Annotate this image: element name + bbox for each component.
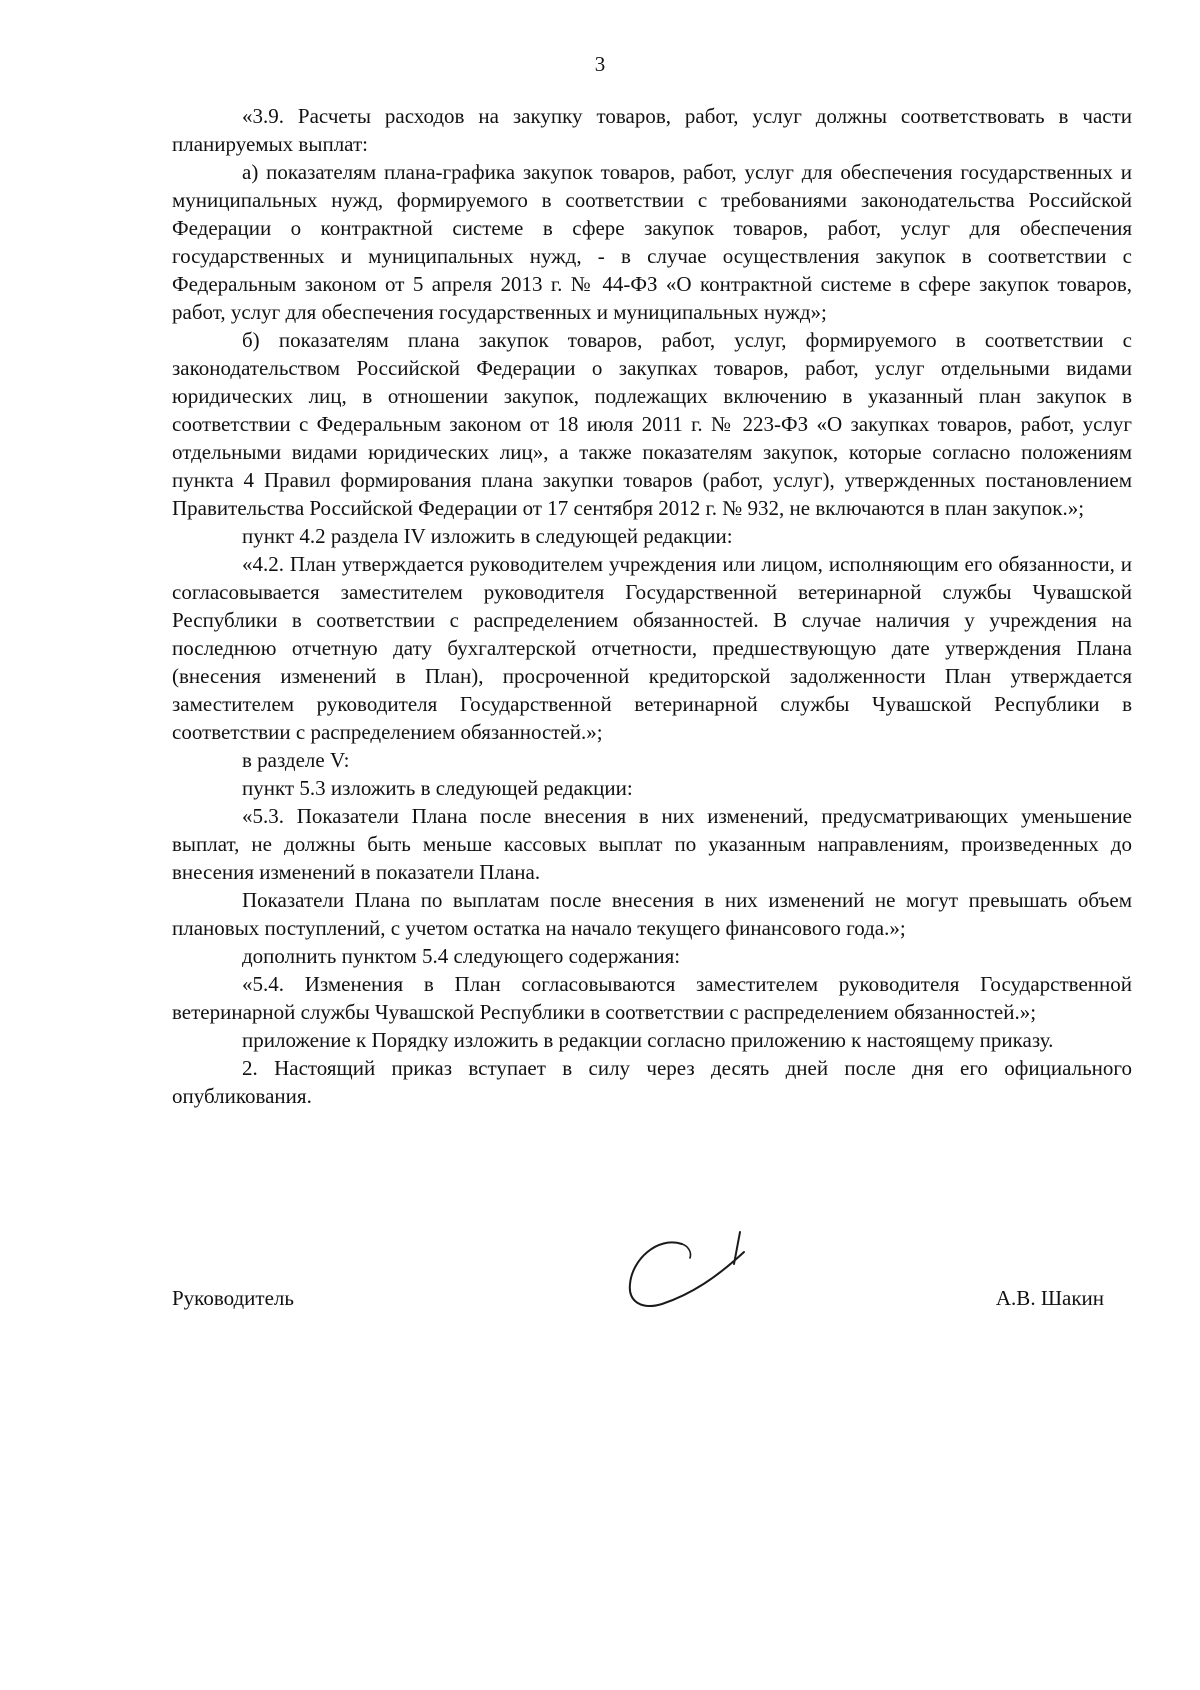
paragraph-4-2: «4.2. План утверждается руководителем учреждения или лицом, исполняющим его обязанности, и согласовывается заместителем руководителя Государственной ветеринарной службы Чувашской Республики в соответствии с распределением обязанностей. В случае наличия у учреждения на последнюю отчетную дату бухгалтерской отчетности, предшествующую дате утверждения Плана (внесения изменений в План), просроченной кредиторской задолженности План утверждается заместителем руководителя Государственной ветеринарной службы Чувашской Республики в соответствии с распределением обязанностей.»; [172, 552, 1132, 744]
signatory-name: А.В. Шакин [995, 1286, 1104, 1310]
paragraph-5-4-intro: дополнить пунктом 5.4 следующего содержания: [242, 944, 681, 968]
signature-icon [612, 1222, 762, 1332]
paragraph-effective-date: 2. Настоящий приказ вступает в силу через десять дней после дня его официального опубликования. [172, 1056, 1132, 1108]
handwritten-signature [612, 1222, 762, 1332]
paragraph-5-3-limits: Показатели Плана по выплатам после внесения в них изменений не могут превышать объем плановых поступлений, с учетом остатка на начало текущего финансового года.»; [172, 888, 1132, 940]
paragraph-section-v: в разделе V: [242, 748, 350, 772]
page-number: 3 [594, 52, 606, 76]
paragraph-5-3: «5.3. Показатели Плана после внесения в них изменений, предусматривающих уменьшение выплат, не должны быть меньше кассовых выплат по указанным направлениям, произведенных до внесения изменений в показатели Плана. [172, 804, 1132, 884]
signatory-title: Руководитель [172, 1286, 294, 1310]
paragraph-appendix: приложение к Порядку изложить в редакции согласно приложению к настоящему приказу. [242, 1028, 1054, 1052]
signature-block [172, 1270, 1132, 1310]
paragraph-3-9-a: а) показателям плана-графика закупок товаров, работ, услуг для обеспечения государственных и муниципальных нужд, формируемого в соответствии с требованиями законодательства Российской Федерации о контрактной системе в сфере закупок товаров, работ, услуг для обеспечения государственных и муниципальных нужд, - в случае осуществления закупок в соответствии с Федеральным законом от 5 апреля 2013 г. № 44-ФЗ «О контрактной системе в сфере закупок товаров, работ, услуг для обеспечения государственных и муниципальных нужд»; [172, 160, 1132, 324]
document-body [172, 102, 1132, 1110]
paragraph-5-3-intro: пункт 5.3 изложить в следующей редакции: [242, 776, 633, 800]
paragraph-3-9: «3.9. Расчеты расходов на закупку товаров, работ, услуг должны соответствовать в части планируемых выплат: [172, 104, 1132, 156]
paragraph-5-4: «5.4. Изменения в План согласовываются заместителем руководителя Государственной ветеринарной службы Чувашской Республики в соответствии с распределением обязанностей.»; [172, 972, 1132, 1024]
paragraph-3-9-b: б) показателям плана закупок товаров, работ, услуг, формируемого в соответствии с законодательством Российской Федерации о закупках товаров, работ, услуг отдельными видами юридических лиц, в отношении закупок, подлежащих включению в указанный план закупок в соответствии с Федеральным законом от 18 июля 2011 г. № 223-ФЗ «О закупках товаров, работ, услуг отдельными видами юридических лиц», а также показателям закупок, которые согласно положениям пункта 4 Правил формирования плана закупки товаров (работ, услуг), утвержденных постановлением Правительства Российской Федерации от 17 сентября 2012 г. № 932, не включаются в план закупок.»; [172, 328, 1132, 520]
paragraph-4-2-intro: пункт 4.2 раздела IV изложить в следующей редакции: [242, 524, 733, 548]
